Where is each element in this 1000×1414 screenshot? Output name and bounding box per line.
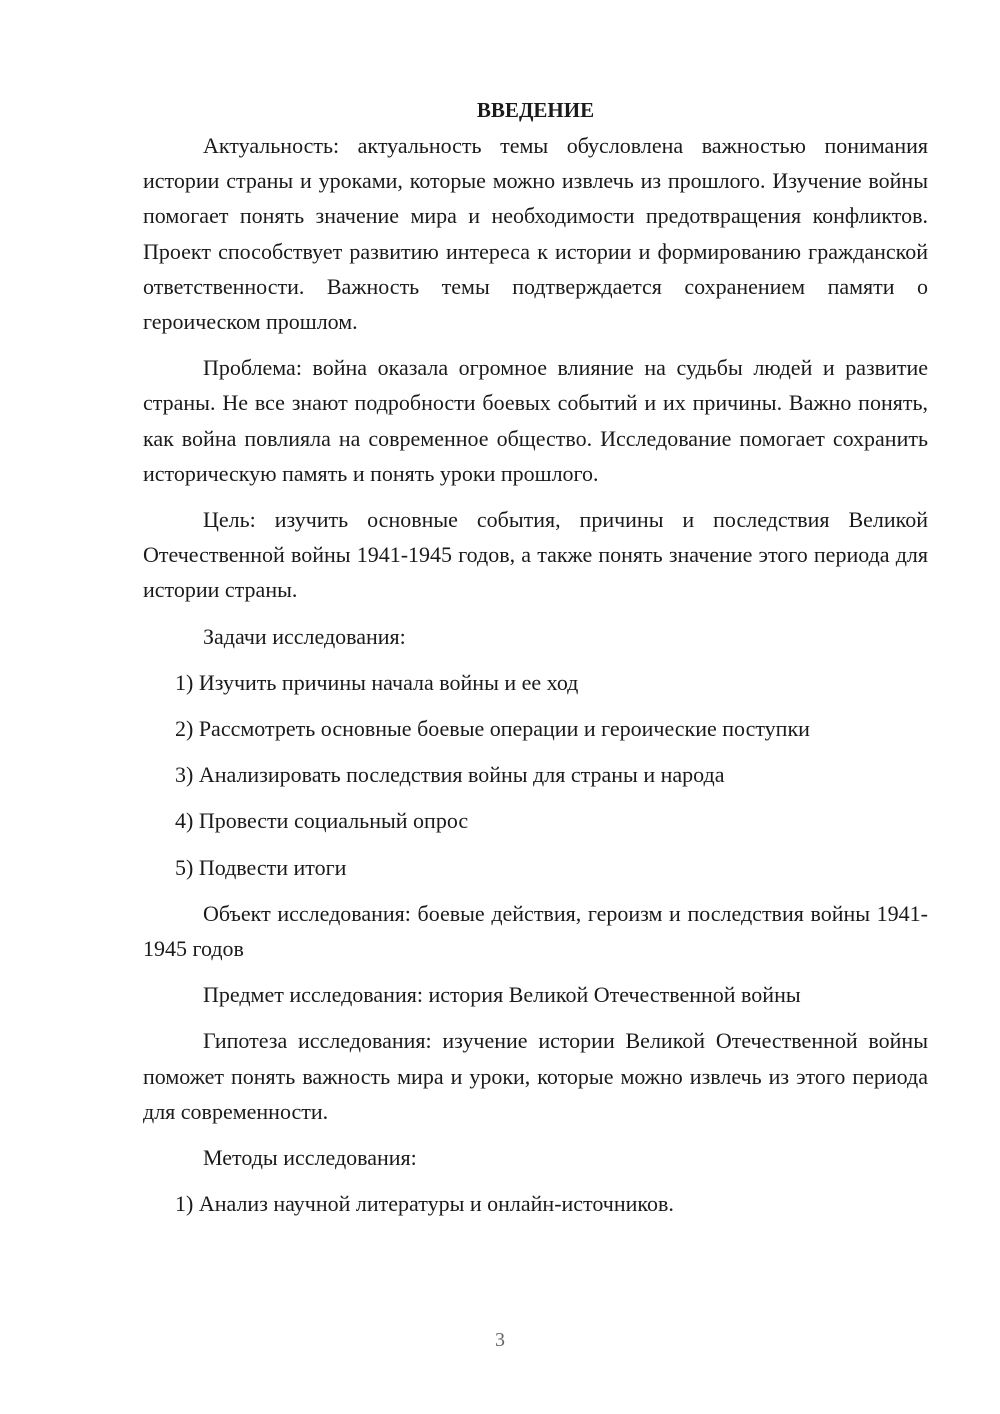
tasks-list: [143, 665, 928, 885]
page-number: 3: [495, 1329, 505, 1351]
section-title: ВВЕДЕНИЕ: [476, 98, 595, 122]
methods-list: [143, 1186, 928, 1221]
paragraph-goal: Цель: изучить основные события, причины и последствия Великой Отечественной войны 1941-1945 годов, а также понять значение этого периода для истории страны.: [143, 507, 928, 603]
methods-heading: Методы исследования:: [203, 1145, 417, 1171]
paragraph-hypothesis: Гипотеза исследования: изучение истории Великой Отечественной войны поможет понять важность мира и уроки, которые можно извлечь из этого периода для современности.: [143, 1028, 928, 1124]
paragraph-relevance: Актуальность: актуальность темы обусловлена важностью понимания истории страны и уроками, которые можно извлечь из прошлого. Изучение войны помогает понять значение мира и необходимости предотвращения конфликтов. Проект способствует развитию интереса к истории и формированию гражданской ответственности. Важность темы подтверждается сохранением памяти о героическом прошлом.: [143, 133, 928, 335]
list-item: 5) Подвести итоги: [175, 854, 347, 880]
document-page: [143, 93, 928, 1232]
list-item: 4) Провести социальный опрос: [175, 808, 469, 834]
list-item: 1) Анализ научной литературы и онлайн-источников.: [175, 1191, 674, 1217]
list-item: 1) Изучить причины начала войны и ее ход: [175, 669, 579, 695]
tasks-heading: Задачи исследования:: [203, 623, 406, 649]
paragraph-subject: Предмет исследования: история Великой Отечественной войны: [203, 982, 801, 1008]
list-item: 2) Рассмотреть основные боевые операции и героические поступки: [175, 716, 810, 742]
paragraph-problem: Проблема: война оказала огромное влияние на судьбы людей и развитие страны. Не все знают подробности боевых событий и их причины. Важно понять, как война повлияла на современное общество. Исследование помогает сохранить историческую память и понять уроки прошлого.: [143, 355, 928, 486]
paragraph-object: Объект исследования: боевые действия, героизм и последствия войны 1941-1945 годов: [143, 900, 928, 962]
list-item: 3) Анализировать последствия войны для страны и народа: [175, 762, 725, 788]
